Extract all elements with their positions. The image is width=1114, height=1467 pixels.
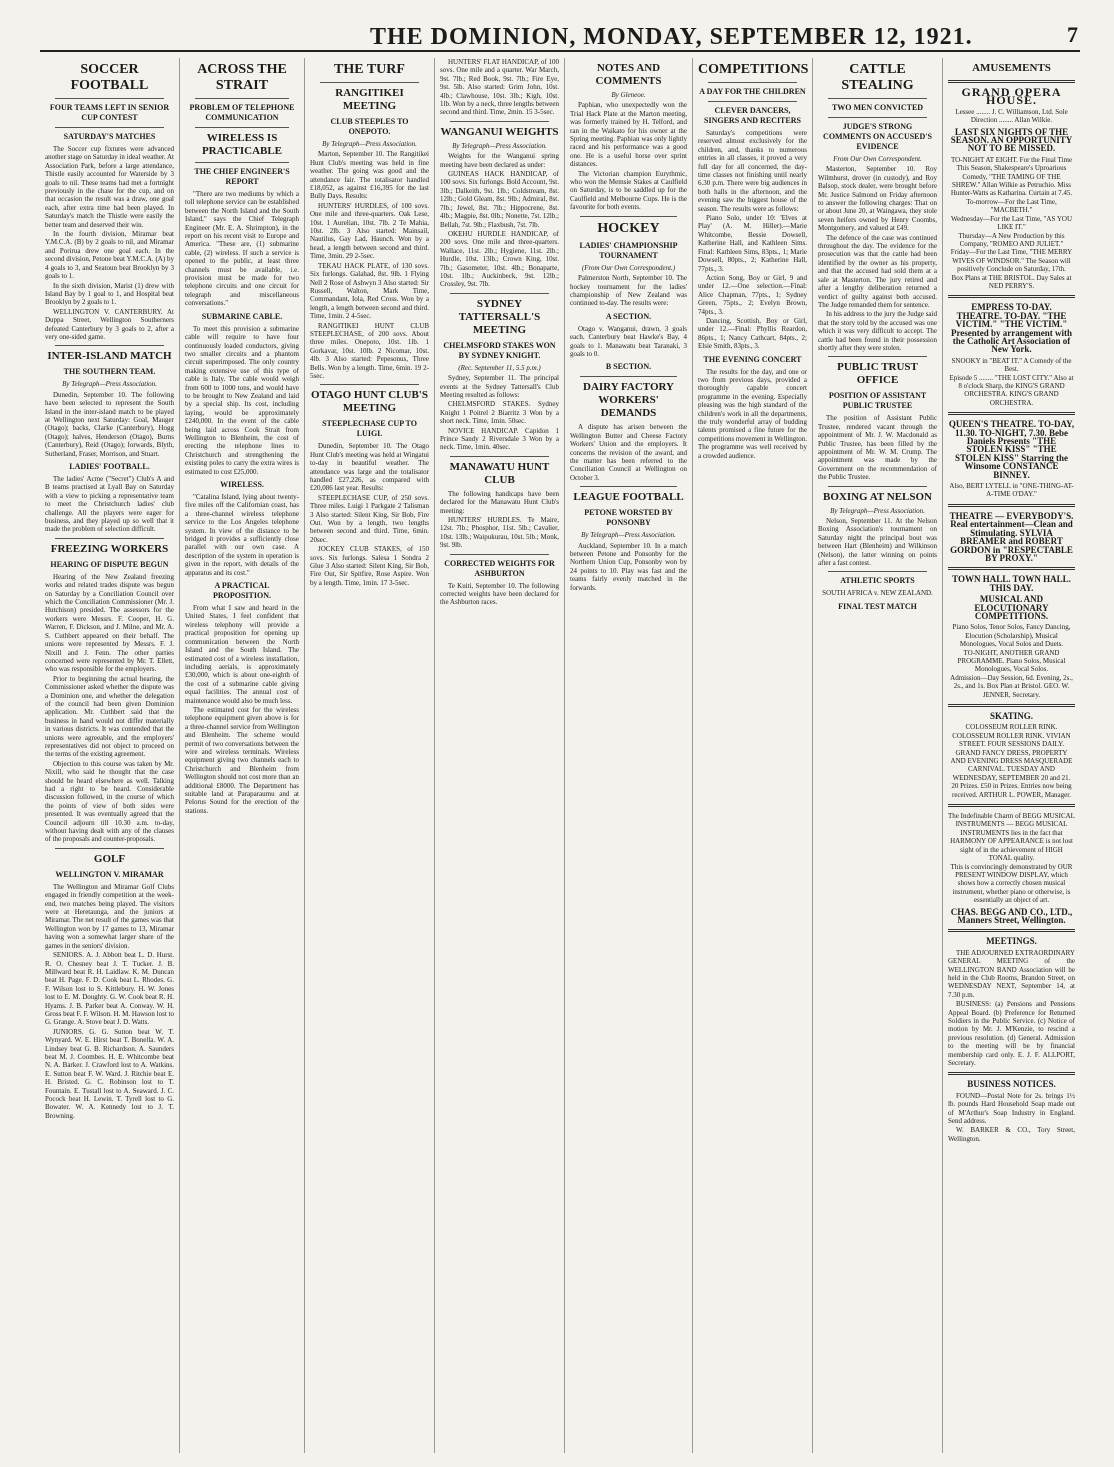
subhead-practical: A PRACTICAL PROPOSITION.	[212, 581, 271, 601]
article-paragraph: Te Kuiti, September 10. The following corrected weights have been declared for the Ashburton races.	[440, 581, 559, 607]
headline-hockey: HOCKEY	[597, 220, 660, 236]
subhead-wireless-practicable: WIRELESS IS PRACTICABLE	[201, 132, 283, 157]
subhead-day-children: A DAY FOR THE CHILDREN	[699, 87, 806, 96]
subhead-submarine-cable: SUBMARINE CABLE.	[201, 311, 283, 321]
ad-everybodys: THEATRE — EVERYBODY'S. Real entertainment—Clean and Stimulating. SYLVIA BREAMER and ROBERT GORDON in "RESPECTABLE BY PROXY."	[949, 510, 1074, 563]
ad-text: Box Plans at THE BRISTOL. Day Sales at NED PERRY'S.	[951, 273, 1072, 290]
headline-ashburton: CORRECTED WEIGHTS FOR ASHBURTON	[444, 558, 555, 578]
ad-text: This is convincingly demonstrated by OUR PRESENT WINDOW DISPLAY, which shows how a correctly chosen musical instrument, whether piano or otherwise, is essentially an object of art.	[950, 862, 1073, 905]
article-paragraph: Palmerston North, September 10. The hockey tournament for the ladies' championship of New Zealand was continued to-day. The results were:	[570, 274, 687, 308]
article-paragraph: Sydney, September 11. The principal events at the Sydney Tattersall's Club Meeting resulted as follows:	[440, 374, 559, 399]
article-paragraph: NOVICE HANDICAP. Capidon 1 Prince Sandy 2 Riversdale 3 Won by a neck. Time, 1min. 40sec.	[440, 426, 559, 452]
ad-text: Friday—For the Last Time, "THE MERRY WIVES OF WINDSOR." The Season will positively Conclude on Saturday, 17th.	[950, 248, 1073, 274]
headline-turf: THE TURF	[334, 62, 405, 77]
headline-athletic-sports: ATHLETIC SPORTS	[840, 576, 915, 586]
article-paragraph: The Victorian champion Eurythmic, who won the Memsie Stakes at Caulfield on Saturday, is to be saddled up for the Caulfield and Melbourne Cups. He is the favourite for both events.	[570, 169, 687, 212]
article-paragraph: Action Song, Boy or Girl, 9 and under 12.—One selection.—Final: Alice Chapman, 77pts., 1; Sydney Green, 75pts., 2; Evelyn Brown, 74pts., 3.	[698, 273, 807, 316]
ad-grand-opera-house: GRAND OPERA HOUSE.	[961, 85, 1062, 108]
article-paragraph: The defence of the case was continued throughout the day. The evidence for the prosecution was that the cattle had been identified by the owner as his property, and that the accused had sold them at a sale at Masterton. The jury retired and after a lengthy deliberation returned a verdict of guilty against both accused. The Judge remanded them for sentence.	[818, 233, 937, 309]
subhead-club-steeples: CLUB STEEPLES TO ONEPOTO.	[330, 117, 409, 136]
ad-text: CHAS. BEGG AND CO., LTD., Manners Street, Wellington.	[950, 906, 1073, 925]
column-cattle-stealing	[813, 58, 943, 1453]
byline: By Telegraph—Press Association.	[581, 531, 676, 540]
subhead-wireless: WIRELESS.	[220, 480, 264, 489]
article-paragraph: RANGITIKEI HUNT CLUB STEEPLECHASE, of 200 sovs. About three miles. Onepoto, 10st. 1lb. 1 Gorkavar, 10st. 10lb. 2 Nicomar, 10st. 4lb. 3 Also started: Pepesonus, Three Bells. Won by a length. Time, 6min. 19 2-5sec.	[310, 321, 429, 380]
ad-text: Admission—Day Session, 6d. Evening, 2s., 2s., and 1s. Box Plan at Bristol. GEO. W. JENNER, Secretary.	[950, 673, 1073, 699]
article-paragraph: JUNIORS. G. G. Sutton beat W. T. Wynyard. W. E. Hirst beat T. Bonella. W. A. Lindsey beat G. B. Richardson. A. Saunders beat M. J. Coombes. H. E. Whitcombe beat N. A. Barker. J. Crawford lost to A. Watkins. E. Sutton beat F. W. Ward. J. Ritchie beat E. H. Bristed. G. C. Robinson lost to T. Fountain. E. Tustall lost to A. Seaward. J. C. Pocock beat H. Lewin. T. Tyrell lost to G. Bowater. W. A. Kennedy lost to J. T. Browning.	[45, 1027, 174, 1120]
article-paragraph: Objection to this course was taken by Mr. Nixill, who said he thought that the case should be heard elsewhere as well. Talking had a right to be heard. Considerable discussion followed, in the course of which the points of view of both sides were presented. It was eventually agreed that the Council adjourn till 10.30 a.m. to-day, without having dealt with any of the clauses of the proposals and counter-proposals.	[45, 759, 174, 844]
ad-text: Also, BERT LYTELL in "ONE-THING-AT-A-TIME O'DAY."	[949, 482, 1074, 499]
headline-freezing-workers: FREEZING WORKERS	[50, 542, 169, 555]
article-paragraph: Marton, September 10. The Rangitikei Hunt Club's meeting was held in fine weather. The going was good and the attendance fair. The totalisator handled £18,052, as against £16,395 for the last Bully Days. Results:	[310, 150, 429, 201]
page-number: 7	[1067, 22, 1078, 47]
article-paragraph: Dunedin, September 10. The following have been selected to represent the South Island in the inter-island match to be played at Wellington next Saturday: Goal, Mauger (Otago); backs, Clarke (Canterbury), Hogg (Otago); halves, Henderson (Otago), Burns (Canterbury), Reid (Otago); forwards, Blyth, Sutherland, Fraser, Morrison, and Stuart.	[45, 390, 174, 458]
headline-amusements: AMUSEMENTS	[972, 62, 1051, 74]
subhead-saturday-matches: SATURDAY'S MATCHES	[63, 132, 156, 141]
byline: By Telegraph—Press Association.	[62, 380, 157, 389]
subhead-four-teams: FOUR TEAMS LEFT IN SENIOR CUP CONTEST	[49, 103, 170, 122]
article-paragraph: Dunedin, September 10. The Otago Hunt Club's meeting was held at Wingatui to-day in beautiful weather. The attendance was large and the totalisator handled £27,226, as compared with £20,086 last year. Results:	[310, 442, 429, 493]
ad-text: W. BARKER & CO., Tory Street, Wellington.	[948, 1126, 1075, 1143]
subhead-steeplechase-cup: STEEPLECHASE CUP TO LUIGI.	[322, 419, 417, 439]
article-paragraph: JOCKEY CLUB STAKES, of 150 sovs. Six furlongs. Salesa 1 Sondra 2 Glue 3 Also started: Silent King, Sir Bob, Fire Out, Sir Spitfire, Rose Aspire. Won by a length. Time, 1min. 17 3-5sec.	[310, 545, 429, 587]
article-paragraph: Weights for the Wanganui spring meeting have been declared as under:	[440, 152, 559, 169]
article-paragraph: STEEPLECHASE CUP, of 250 sovs. Three miles. Luigi 1 Parkgate 2 Talisman 3 Also started: Silent King, Sir Bob, Fire Out. Won by a length, two lengths between second and third. Time, 6min. 20sec.	[310, 493, 429, 544]
masthead	[40, 18, 1080, 52]
subhead-ladies-football: LADIES' FOOTBALL.	[69, 462, 150, 471]
article-paragraph: Nelson, September 11. At the Nelson Boxing Association's tournament on Saturday night the principal bout was between Hart (Blenheim) and Wilkinson (Nelson), the latter winning on points after a fast contest.	[818, 517, 937, 568]
byline: From Our Own Correspondent.	[833, 155, 922, 163]
column-soccer	[40, 58, 180, 1453]
column-turf	[305, 58, 435, 1453]
article-paragraph: In his address to the jury the Judge said that the story told by the accused was one which it was very difficult to accept. The cattle had been found in their possession shortly after they were stolen.	[818, 310, 937, 352]
ad-text: MUSICAL AND ELOCUTIONARY COMPETITIONS.	[974, 594, 1049, 621]
ad-text: Lessee ........ J. C. Williamson, Ltd. Sole Direction ........ Allan Wilkie.	[955, 107, 1068, 125]
article-paragraph: TEKAU HACK PLATE, of 130 sovs. Six furlongs. Galahad, 8st. 9lb. 1 Flying Nell 2 Rose of Ashwyn 3 Also started: Sir Russell, Walton, Mark Time, Commandant, Iola, Red Cross. Won by a length, a length between second and third. Time, 1min. 2 4-5sec.	[310, 261, 429, 321]
subhead-judge-comments: JUDGE'S STRONG COMMENTS ON ACCUSED'S EVIDENCE	[823, 122, 932, 151]
ad-text: FOUND—Postal Note for 2s. brings 1½ lb. pounds Hard Household Soap made out of M'Arthur's Soap Industry in England. Send address.	[948, 1091, 1075, 1126]
headline-boxing-nelson: BOXING AT NELSON	[822, 490, 932, 503]
subhead-hearing-dispute: HEARING OF DISPUTE BEGUN	[50, 559, 169, 569]
ad-text: Piano Solos, Tenor Solos, Fancy Dancing, Elocution (Scholarship), Musical Monologues, Vocal Solos and Duets.	[952, 623, 1071, 649]
ad-text: 20 Prizes. £50 in Prizes. Entries now being received. ARTHUR L. POWER, Manager.	[951, 782, 1072, 799]
ad-text: Episode 5 ........ "THE LOST CITY." Also at 8 o'clock Sharp, the KING'S GRAND ORCHESTRA. KING'S GRAND ORCHESTRA.	[949, 373, 1074, 407]
subhead-chelmsford: CHELMSFORD STAKES WON BY SYDNEY KNIGHT.	[443, 340, 556, 360]
article-paragraph: OKEHU HURDLE HANDICAP, of 200 sovs. One mile and three-quarters. Wallace, 11st. 2lb.; Hygiene, 11st. 2lb.; Hurdle, 10st. 13lb.; Crown King, 10st. 7lb.; Gasometer, 10st. 4lb.; Bonaparte, 10st. 1lb.; Auckinbeck, 9st. 12lb.; Crossley, 9st. 7lb.	[440, 229, 559, 289]
ad-colosseum: COLOSSEUM ROLLER RINK. COLOSSEUM ROLLER RINK. VIVIAN STREET. FOUR SESSIONS DAILY. GRAND FANCY DRESS, PROPERTY AND EVENING DRESS MASQUERADE CARNIVAL. TUESDAY AND WEDNESDAY, SEPTEMBER 20 and 21.	[950, 723, 1073, 782]
ad-text: SNOOKY in "BEAT IT." A Comedy of the Best.	[951, 356, 1072, 374]
headline-wanganui: WANGANUI WEIGHTS	[440, 125, 559, 138]
byline: (Rec. September 11, 5.5 p.m.)	[458, 363, 541, 372]
column-notes	[565, 58, 693, 1453]
byline: (From Our Own Correspondent.)	[581, 263, 676, 272]
ad-skating-heading: SKATING.	[989, 711, 1034, 721]
article-paragraph: CHELMSFORD STAKES. Sydney Knight 1 Poitrel 2 Biarritz 3 Won by a short neck. Time, 1min. 50sec.	[440, 400, 559, 426]
article-paragraph: Dancing, Scottish, Boy or Girl, under 12.—Final: Phyllis Reardon, 86pts., 1; Nancy Cathcart, 84pts., 2; Elsie Smith, 83pts., 3.	[698, 316, 807, 351]
ad-text: THE ADJOURNED EXTRAORDINARY GENERAL MEETING of the WELLINGTON BAND Association will be held in the Club Rooms, Brandon Street, on WEDNESDAY NEXT, September 14, at 7.30 p.m.	[948, 948, 1075, 999]
headline-golf: GOLF	[93, 852, 126, 865]
byline: By Telegraph—Press Association.	[452, 141, 547, 150]
subhead-final-test: FINAL TEST MATCH	[838, 601, 917, 611]
byline: By Telegraph—Press Association.	[322, 140, 417, 148]
article-paragraph: Masterton, September 10. Roy Wilmhurst, drover (in custody), and Roy Balsop, stock dealer, were brought before Mr. Justice Salmond on Friday afternoon to answer the following charges: That on or about June 20, at Waingawa, they stole seven heifers owned by Henry Coombs, Montgomery, and valued at £49.	[818, 165, 937, 233]
headline-soccer: SOCCER FOOTBALL	[70, 62, 149, 93]
article-paragraph: Paphian, who unexpectedly won the Trial Hack Plate at the Marton meeting, was formerly trained by H. Telford, and ran in the Waikato for his owner at the Spring meeting. Paphian was only lightly raced and his performance was a good one. He is a useful horse over sprint distances.	[570, 101, 687, 169]
subhead-evening-concert: THE EVENING CONCERT	[703, 354, 802, 364]
ad-text: TO-NIGHT AT EIGHT. For the Final Time This Season, Shakespeare's Uproarious Comedy, "THE TAMING OF THE SHREW." Allan Wilkie as Petruchio. Miss Hunter-Watts as Katharina. Curtain at 7.45.	[950, 155, 1073, 198]
column-competitions	[693, 58, 813, 1453]
article-paragraph: A dispute has arisen between the Wellington Butter and Cheese Factory Workers' Union and the employers. It concerns the revision of the award, and the matter has been referred to the Conciliation Council at Wellington on October 3.	[570, 423, 687, 482]
article-paragraph: The estimated cost for the wireless telephone equipment given above is for a three-channel service from Wellington and Blenheim. The scheme would permit of two conversations between the wire and wireless terminals. Wireless equipment giving two channels each to Christchurch and Blenheim from Wellington should not cost more than an additional £8000. The Department has suitable land at Paraparaumu and at Pelorus Sound for the erection of the stations.	[185, 705, 299, 815]
subhead-otago-hunt: OTAGO HUNT CLUB'S MEETING	[311, 389, 428, 415]
article-paragraph: "There are two mediums by which a toll telephone service can be established between the North Island and the South Island," says the Chief Telegraph Engineer (Mr. E. A. Shrimpton), in the report on his recent visit to Europe and America. "These are, (1) submarine cable, (2) wireless. If such a service is opened to the public, at least three channels must be available, i.e. provision must be made for two telephone circuits and one circuit for telegraph and miscellaneous conversations."	[185, 190, 299, 308]
ad-text: Wednesday—For the Last Time, "AS YOU LIKE IT."	[950, 214, 1073, 232]
subhead-b-section: B SECTION.	[605, 362, 652, 372]
newspaper-title: THE DOMINION, MONDAY, SEPTEMBER 12, 1921.	[370, 24, 973, 50]
headline-manawatu: MANAWATU HUNT CLUB	[449, 460, 550, 486]
headline-league: LEAGUE FOOTBALL	[573, 491, 684, 504]
headline-sydney-tattersall: SYDNEY TATTERSALL'S MEETING	[458, 297, 541, 336]
headline-public-trust: PUBLIC TRUST OFFICE	[837, 361, 918, 387]
article-paragraph: The Soccer cup fixtures were advanced another stage on Saturday in ideal weather. At Association Park, before a large attendance, Thistle easily accounted for Waterside by 3 goals to nil. These teams had met a fortnight previously in the chase for the cup, and on that occasion the result was a draw, one goal each, after extra time had been played. In Saturday's match the Thistle were easily the better team and deserved their win.	[45, 145, 174, 229]
subhead-southern-team: THE SOUTHERN TEAM.	[63, 367, 156, 377]
headline-across-strait: ACROSS THE STRAIT	[197, 62, 287, 93]
headline-notes-comments: NOTES AND COMMENTS	[595, 62, 662, 87]
article-paragraph: "Catalina Island, lying about twenty-five miles off the Californian coast, has a three-channel wireless telephone service to the Los Angeles telephone system. In view of the distance to be bridged it provides a sufficiently close parallel with our own case. A description of the system in operation is given in the report, with details of the apparatus and its cost."	[185, 493, 299, 577]
subhead-rangitikei: RANGITIKEI MEETING	[335, 87, 404, 112]
subhead-a-section: A SECTION.	[605, 311, 652, 321]
ad-empress-theatre: EMPRESS TO-DAY. THEATRE. TO-DAY. "THE VICTIM." "THE VICTIM." Presented by arrangement with the Catholic Art Association of New York.	[950, 302, 1073, 355]
subhead-telephone-problem: PROBLEM OF TELEPHONE COMMUNICATION	[189, 103, 295, 122]
ad-queens-theatre: QUEEN'S THEATRE. TO-DAY, 11.30. TO-NIGHT, 7.30. Bebe Daniels Presents "THE STOLEN KISS" "THE STOLEN KISS" Starring the Winsome CONSTANCE BINNEY.	[948, 419, 1075, 480]
column-racing	[435, 58, 565, 1453]
article-paragraph: The Wellington and Miramar Golf Clubs engaged in friendly competition at the week-end, two matches being played. The visitors were at Heretaunga, and the juniors at Miramar. The net result of the games was that Wellington won by 17 games to 13, Miramar having won a somewhat larger share of the games in the seniors' division.	[45, 882, 174, 950]
section-business-notices: BUSINESS NOTICES.	[967, 1079, 1056, 1090]
article-paragraph: In the sixth division, Marist (1) drew with Island Bay by 1 goal to 1, and Hospital beat Brooklyn by 2 goals to 1.	[45, 281, 174, 307]
article-paragraph: From what I saw and heard in the United States, I feel confident that wireless telephony will provide a practical proposition for opening up communication between the North Island and the South Island. The estimated cost of a wireless installation, including aerials, is approximately £30,000, which is about one-eighth of the cost of a submarine cable giving equal facilities. The annual cost of maintenance would also be much less.	[185, 604, 299, 705]
article-paragraph: HUNTERS' FLAT HANDICAP, of 100 sovs. One mile and a quarter. War March, 9st. 7lb.; Red Book, 9st. 7lb.; Fire Eye, 9st. 5lb. Also started: Grim John, 10st. 4lb.; Clawhouse, 10st. 3lb.; Kigh, 10st. 1lb. Won by a neck, three lengths between second and third. Time, 2min. 15 3-5sec.	[440, 58, 559, 117]
article-paragraph: Piano Solo, under 10: 'Elves at Play' (A. M. Hiller).—Marie Whitcombe, Bessie Dowsell, Katherine Hall, and Kathleen Sims. Final: Kathleen Sims, 83pts., 1; Marie Dowsell, 80pts., 2; Katherine Hall, 77pts., 3.	[698, 214, 807, 273]
ad-text: TO-NIGHT, ANOTHER GRAND PROGRAMME. Piano Solos, Musical Monologues, Vocal Solos.	[957, 648, 1066, 674]
ad-begg-instruments: The Indefinable Charm of BEGG MUSICAL INSTRUMENTS — BEGG MUSICAL INSTRUMENTS lies in the fact that HARMONY OF APPEARANCE is not lost sight of in the achievement of HIGH TONAL quality.	[948, 812, 1075, 863]
subhead-petone-ponsonby: PETONE WORSTED BY PONSONBY	[584, 508, 673, 528]
article-paragraph: Auckland, September 10. In a match between Petone and Ponsonby for the Northern Union Cup, Ponsonby won by 24 points to 10. Play was fast and the teams fairly evenly matched in the forwards.	[570, 541, 687, 592]
subhead-ladies-championship: LADIES' CHAMPIONSHIP TOURNAMENT	[579, 240, 678, 260]
article-paragraph: To meet this provision a submarine cable will require to have four continuously loaded conductors, giving two smaller circuits and a phantom circuit superimposed. The only country making extensive use of this type of cable is Italy. The cable would weigh from 600 to 1000 tons, and would have to be brought to New Zealand and laid by a special ship. Its cost, including laying, would be approximately £240,000. In the event of the cable being laid across Cook Strait from Wellington to Blenheim, the cost of erecting the telephone lines to Christchurch and strengthening the existing poles to carry the extra wires is estimated to cost £25,000.	[185, 324, 299, 476]
article-paragraph: HUNTERS' HURDLES. Te Maire, 12st. 7lb.; Phosphor, 11st. 5lb.; Cavalier, 10st. 13lb.; Waipukurau, 10st. 5lb.; Monk, 9st. 9lb.	[440, 516, 559, 550]
subhead-engineer-report: THE CHIEF ENGINEER'S REPORT	[194, 167, 290, 186]
section-meetings: MEETINGS.	[986, 936, 1037, 947]
column-across-strait	[180, 58, 305, 1453]
ad-text: BUSINESS: (a) Pensions and Pensions Appeal Board. (b) Preference for Returned Soldiers in the Public Service. (c) Notice of motion by Mr. J. M'Kenzie, to rescind a previous resolution. (d) General. Admission to the meeting will be by financial membership card only. E. J. F. ALLPORT, Secretary.	[948, 1000, 1075, 1068]
subhead-clever-dancers: CLEVER DANCERS, SINGERS AND RECITERS	[704, 106, 801, 125]
article-paragraph: SENIORS. A. J. Abbott beat L. D. Hurst. R. O. Chesney beat J. T. Tucker. J. B. Millward beat R. H. Laidlaw. K. M. Duncan beat H. Page. F. D. Cook beat L. Rhodes. G. F. Wilson lost to S. Kittlebury. H. W. Jones lost to E. M. Doughty. G. W. Cook beat R. H. Hyams. J. B. Parker beat A. Conway. W. H. Gross beat F. F. Wilson. H. M. Hawson lost to G. Grange. A. Stove beat J. D. Watts.	[45, 951, 174, 1027]
headline-cattle-stealing: CATTLE STEALING	[841, 62, 914, 93]
article-paragraph: HUNTERS' HURDLES, of 100 sovs. One mile and three-quarters. Oak Lese, 10st. 1 Aurelian, 10st. 7lb. 2 Te Mahia, 10st. 2lb. 3 Also started: Mainsail, Nautilus, Gay Lad, Haunch. Won by a head, a length between second and third. Time, 3min. 29 2-5sec.	[310, 201, 429, 261]
byline: By Gleneoe.	[611, 91, 646, 99]
article-paragraph: Otago v. Wanganui, drawn, 3 goals each. Canterbury beat Hawke's Bay, 4 goals to 1. Manawatu beat Taranaki, 3 goals to 0.	[570, 324, 687, 358]
article-paragraph: Hearing of the New Zealand freezing works and related trades dispute was begun on Saturday by a Conciliation Council over which the Conciliation Commissioner (Mr. J. Hutchison) presided. The assessors for the workers were Messrs. F. Cooper, H. G. Warren, F. Dickson, and J. Milne, and Mr. A. S. Cuthbert appeared on their behalf. The unions were represented by Messrs. F. J. Nixill and J. Fenn. The other parties concerned were represented by Mr. T. Ellett, who was responsible for the employers.	[45, 572, 174, 674]
ad-text: Thursday—A New Production by this Company, "ROMEO AND JULIET."	[958, 231, 1065, 248]
article-paragraph: Prior to beginning the actual hearing, the Commissioner asked whether the dispute was a Dominion one, and whether the delegation of the council had been given Dominion application. Mr. Cuthbert said that the business in hand would not differ materially in various districts. It was contended that the unions were agreeable, and the employers' representatives did not object to proceed on the terms of the existing agreement.	[45, 674, 174, 759]
byline: By Telegraph—Press Association.	[830, 506, 925, 515]
article-paragraph: WELLINGTON V. CANTERBURY. At Duppa Street, Wellington Southerners defeated Canterbury by 3 goals to 2, after a very one-sided game.	[45, 307, 174, 341]
article-paragraph: The position of Assistant Public Trustee, rendered vacant through the appointment of Mr. J. W. Macdonald as Public Trustee, has been filled by the appointment of Mr. W. M. Crump. The appointment was made by the Government on the recommendation of the Public Trustee.	[818, 414, 937, 482]
article-paragraph: GUINEAS HACK HANDICAP, of 100 sovs. Six furlongs. Bold Account, 9st. 3lb.; Dalkeith, 9st. 1lb.; Coldstream, 8st. 12lb.; Gold Gleam, 8st. 9lb.; Admiral, 8st. 7lb.; Jewel, 8st. 7lb.; Hippocrene, 8st. 4lb.; Magpie, 8st. 0lb.; Nonette, 7st. 12lb.; Bellah, 7st. 9lb.; Flaxbush, 7st. 7lb.	[440, 170, 559, 229]
headline-dairy-workers: DAIRY FACTORY WORKERS' DEMANDS	[583, 381, 674, 420]
ad-town-hall: TOWN HALL. TOWN HALL. THIS DAY.	[952, 574, 1071, 593]
article-paragraph: SOUTH AFRICA v. NEW ZEALAND.	[822, 589, 933, 598]
subhead-assistant-trustee: POSITION OF ASSISTANT PUBLIC TRUSTEE	[828, 391, 927, 411]
headline-competitions: COMPETITIONS	[698, 62, 809, 77]
column-amusements	[943, 58, 1080, 1453]
article-paragraph: The following handicaps have been declared for the Manawatu Hunt Club's meeting:	[440, 489, 559, 515]
article-paragraph: The results for the day, and one or two from previous days, provided a thoroughly capable concert programme in the evening. Especially pleasing was the high standard of the children's work in all the departments, the truly wonderful array of budding talents promised a fine future for the competitions movement in Wellington. The programme was well received by a crowded audience.	[698, 367, 807, 460]
subhead-two-men: TWO MEN CONVICTED	[831, 103, 924, 112]
subhead-wellington-miramar: WELLINGTON V. MIRAMAR	[55, 869, 164, 879]
headline-inter-island: INTER-ISLAND MATCH	[47, 350, 172, 363]
ad-text: LAST SIX NIGHTS OF THE SEASON. AN OPPORTUNITY NOT TO BE MISSED.	[950, 126, 1073, 154]
article-paragraph: Saturday's competitions were reserved almost exclusively for the children, and, thanks to numerous entries in all classes, it proved a very full day for all concerned, the day-time classes not finishing until nearly 6.30 p.m. There were big audiences in both halls in the afternoon, and the evening saw the biggest house of the season. The results were as follows:	[698, 129, 807, 213]
ad-text: To-morrow—For the Last Time, "MACBETH."	[966, 197, 1057, 215]
article-paragraph: In the fourth division, Miramar beat Y.M.C.A. (B) by 2 goals to nil, and Miramar and Porirua drew one goal each. In the second division, Petone beat Y.M.C.A. (A) by 4 goals to 3, and Seatoun beat Brooklyn by 3 goals to 1.	[45, 230, 174, 281]
article-paragraph: The ladies' Acme ("Secret") Club's A and B teams practised at Lyall Bay on Saturday with a view to picking a representative team to meet the Christchurch ladies' club challenge. All the players were eager for business, and they played up so well that it made the problem of selection difficult.	[45, 475, 174, 534]
